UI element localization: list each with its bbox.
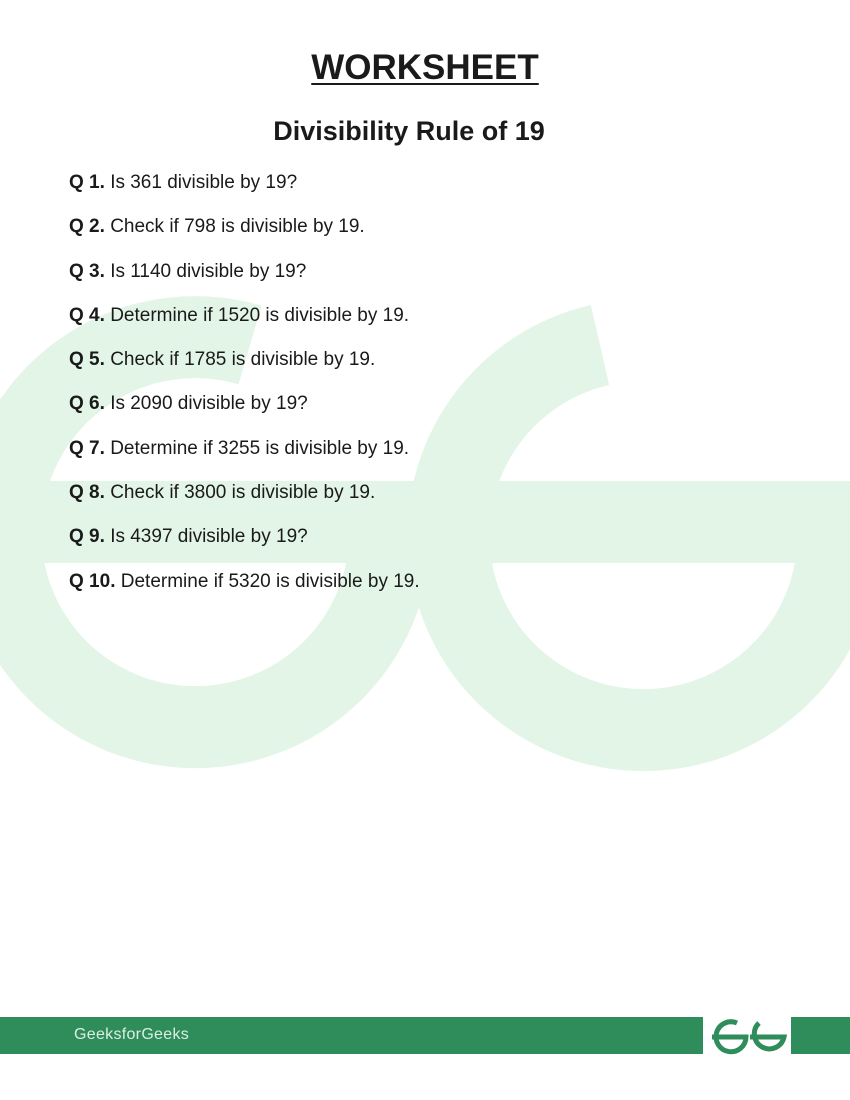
question-text: Determine if 1520 is divisible by 19. [110, 304, 410, 326]
question-item [69, 526, 420, 570]
question-item [69, 349, 420, 393]
footer-brand: GeeksforGeeks [74, 1026, 190, 1043]
footer-bar-right [791, 1017, 850, 1054]
question-number: Q 6. [69, 393, 105, 415]
question-text: Determine if 3255 is divisible by 19. [110, 437, 410, 459]
question-item [69, 571, 420, 615]
worksheet-subtitle: Divisibility Rule of 19 [273, 116, 545, 146]
geeksforgeeks-logo-icon [706, 1016, 790, 1056]
question-number: Q 10. [69, 570, 116, 592]
question-number: Q 3. [69, 260, 105, 282]
question-text: Check if 798 is divisible by 19. [110, 216, 365, 238]
question-number: Q 1. [69, 172, 105, 193]
question-text: Check if 3800 is divisible by 19. [110, 482, 376, 504]
question-text: Is 1140 divisible by 19? [110, 260, 307, 282]
question-number: Q 7. [69, 437, 105, 459]
question-item [69, 216, 420, 260]
question-text: Check if 1785 is divisible by 19. [110, 349, 376, 371]
question-number: Q 2. [69, 216, 105, 238]
question-number: Q 4. [69, 304, 105, 326]
question-item [69, 393, 420, 437]
question-number: Q 8. [69, 482, 105, 504]
question-text: Determine if 5320 is divisible by 19. [120, 570, 420, 592]
question-number: Q 5. [69, 349, 105, 371]
question-list [69, 172, 420, 615]
worksheet-title: WORKSHEET [311, 48, 539, 87]
question-item [69, 261, 420, 305]
question-text: Is 2090 divisible by 19? [110, 393, 308, 415]
footer-bar [0, 1017, 703, 1054]
question-item [69, 305, 420, 349]
question-text: Is 361 divisible by 19? [110, 172, 298, 193]
question-item [69, 172, 420, 216]
question-number: Q 9. [69, 526, 105, 548]
question-text: Is 4397 divisible by 19? [110, 526, 308, 548]
question-item [69, 482, 420, 526]
question-item [69, 438, 420, 482]
